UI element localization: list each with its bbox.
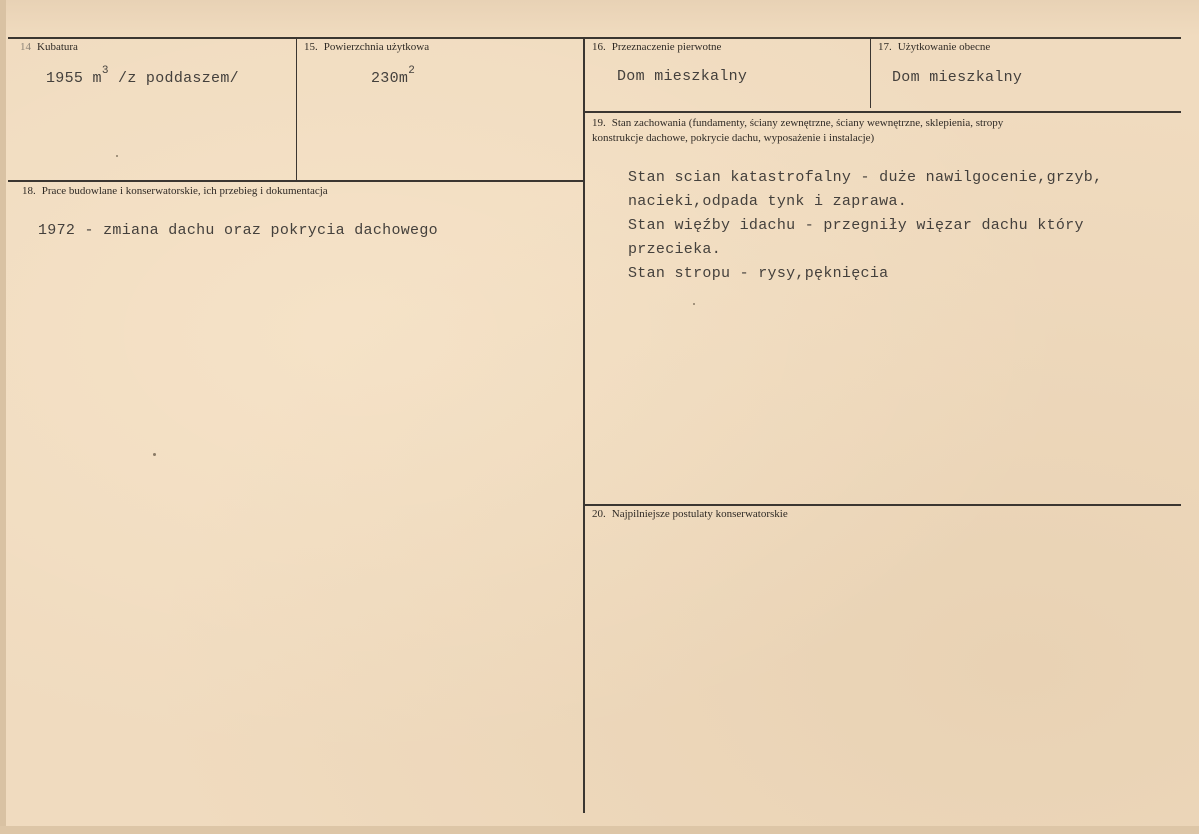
divider-f16-f17	[870, 38, 871, 108]
card-left-edge	[0, 0, 6, 834]
rule-above-f20	[584, 504, 1181, 506]
field-17-label	[878, 41, 990, 53]
top-rule	[8, 37, 1181, 39]
field-14-value-suffix: /z poddaszem/	[108, 70, 239, 87]
field-14-number: 14	[20, 41, 31, 53]
field-19-line: Stan stropu - rysy,pęknięcia	[628, 265, 889, 282]
field-15-label	[304, 41, 429, 53]
field-20-label	[592, 508, 788, 520]
paper-speck	[693, 303, 695, 305]
field-14-value-main: 1955 m	[46, 70, 102, 87]
field-19-text	[628, 166, 1102, 286]
card-top-edge	[0, 0, 1199, 36]
field-20-number: 20.	[592, 508, 606, 520]
field-14-value-sup: 3	[101, 65, 109, 77]
field-19-number: 19.	[592, 117, 606, 129]
paper-speck	[116, 155, 118, 157]
paper-speck	[153, 453, 156, 456]
field-15-value-main: 230m	[371, 70, 409, 87]
field-19-line: Stan scian katastrofalny - duże nawilgocenie,grzyb,	[628, 169, 1103, 186]
rule-above-f18	[8, 180, 584, 182]
field-14-label	[20, 41, 78, 53]
field-15-value	[371, 65, 416, 87]
rule-above-f19	[584, 111, 1181, 113]
field-14-title: Kubatura	[37, 41, 78, 53]
field-19-label-line1	[592, 116, 1172, 131]
center-divider	[583, 38, 585, 813]
field-17-title: Użytkowanie obecne	[897, 41, 991, 53]
field-17-number: 17.	[878, 41, 892, 53]
divider-f14-f15	[296, 38, 297, 180]
field-16-number: 16.	[592, 41, 606, 53]
field-19-title-line2: konstrukcje dachowe, pokrycie dachu, wyposażenie i instalacje)	[592, 132, 875, 144]
field-19-title-line1: Stan zachowania (fundamenty, ściany zewnętrzne, ściany wewnętrzne, sklepienia, stropy	[611, 117, 1004, 129]
field-18-title: Prace budowlane i konserwatorskie, ich przebieg i dokumentacja	[41, 185, 328, 197]
field-16-value: Dom mieszkalny	[617, 68, 748, 85]
field-18-value: 1972 - zmiana dachu oraz pokrycia dachowego	[38, 222, 438, 239]
field-19-line: nacieki,odpada tynk i zaprawa.	[628, 193, 908, 210]
field-15-number: 15.	[304, 41, 318, 53]
field-17-value: Dom mieszkalny	[892, 69, 1023, 86]
card-bottom-edge	[0, 826, 1199, 834]
field-16-label	[592, 41, 721, 53]
field-20-title: Najpilniejsze postulaty konserwatorskie	[611, 508, 788, 520]
field-18-label	[22, 185, 328, 197]
field-16-title: Przeznaczenie pierwotne	[611, 41, 722, 53]
field-14-value	[46, 65, 239, 87]
field-19-label	[592, 116, 1172, 146]
field-15-title: Powierzchnia użytkowa	[323, 41, 430, 53]
field-19-line: Stan więźby idachu - przegniły więzar dachu który	[628, 217, 1084, 234]
field-19-line: przecieka.	[628, 241, 722, 258]
field-15-value-sup: 2	[408, 65, 416, 77]
field-18-number: 18.	[22, 185, 36, 197]
